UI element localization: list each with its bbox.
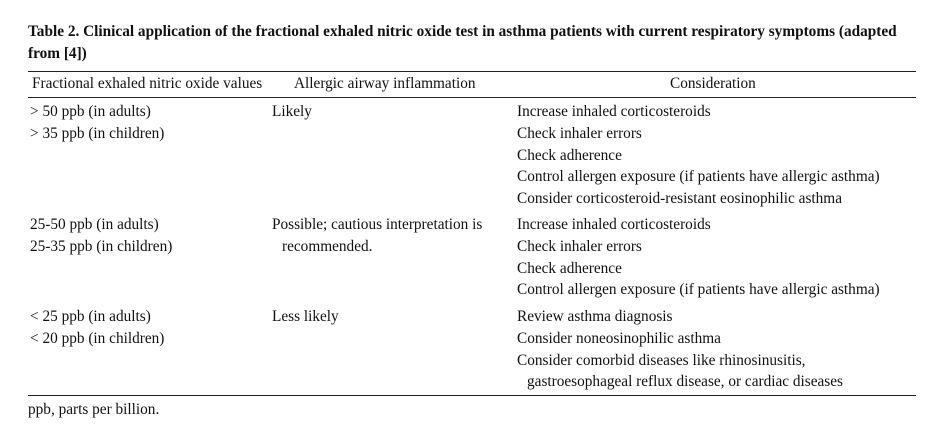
row-1-inflammation: Likely (272, 103, 312, 120)
row-1-consideration-3: Check adherence (517, 146, 622, 164)
bottom-rule (28, 395, 916, 396)
row-3-value-children: < 20 ppb (in children) (30, 329, 165, 347)
column-header-consideration: Consideration (670, 75, 756, 92)
column-header-allergic-inflammation: Allergic airway inflammation (294, 75, 476, 92)
row-3-consideration-2: Consider noneosinophilic asthma (517, 329, 721, 347)
row-3-consideration-3: Consider comorbid diseases like rhinosinusitis, (517, 351, 806, 369)
row-1-consideration-1: Increase inhaled corticosteroids (517, 103, 711, 120)
row-2-value-children: 25-35 ppb (in children) (30, 237, 173, 255)
header-rule (28, 97, 916, 98)
row-3-value-adults: < 25 ppb (in adults) (30, 308, 151, 325)
row-1-value-children: > 35 ppb (in children) (30, 124, 165, 142)
row-2-consideration-2: Check inhaler errors (517, 237, 642, 255)
row-1-consideration-4: Control allergen exposure (if patients have allergic asthma) (517, 168, 880, 186)
row-2-inflammation-line-2: recommended. (282, 237, 373, 255)
row-2-value-adults: 25-50 ppb (in adults) (30, 216, 159, 233)
row-2-consideration-1: Increase inhaled corticosteroids (517, 216, 711, 233)
row-1-consideration-2: Check inhaler errors (517, 124, 642, 142)
row-1-value-adults: > 50 ppb (in adults) (30, 103, 151, 120)
table-caption: Table 2. Clinical application of the fractional exhaled nitric oxide test in asthma patients with current respiratory symptoms (adapted from [4]) (28, 23, 897, 62)
table-footnote: ppb, parts per billion. (28, 401, 160, 418)
top-rule (28, 71, 916, 72)
row-2-consideration-3: Check adherence (517, 259, 622, 277)
row-3-inflammation: Less likely (272, 308, 339, 325)
row-3-consideration-4: gastroesophageal reflux disease, or cardiac diseases (527, 373, 843, 391)
column-header-feno-values: Fractional exhaled nitric oxide values (32, 75, 263, 92)
row-1-consideration-5: Consider corticosteroid-resistant eosinophilic asthma (517, 190, 842, 208)
row-3-consideration-1: Review asthma diagnosis (517, 308, 673, 325)
row-2-inflammation-line-1: Possible; cautious interpretation is (272, 216, 483, 233)
row-2-consideration-4: Control allergen exposure (if patients have allergic asthma) (517, 281, 880, 299)
